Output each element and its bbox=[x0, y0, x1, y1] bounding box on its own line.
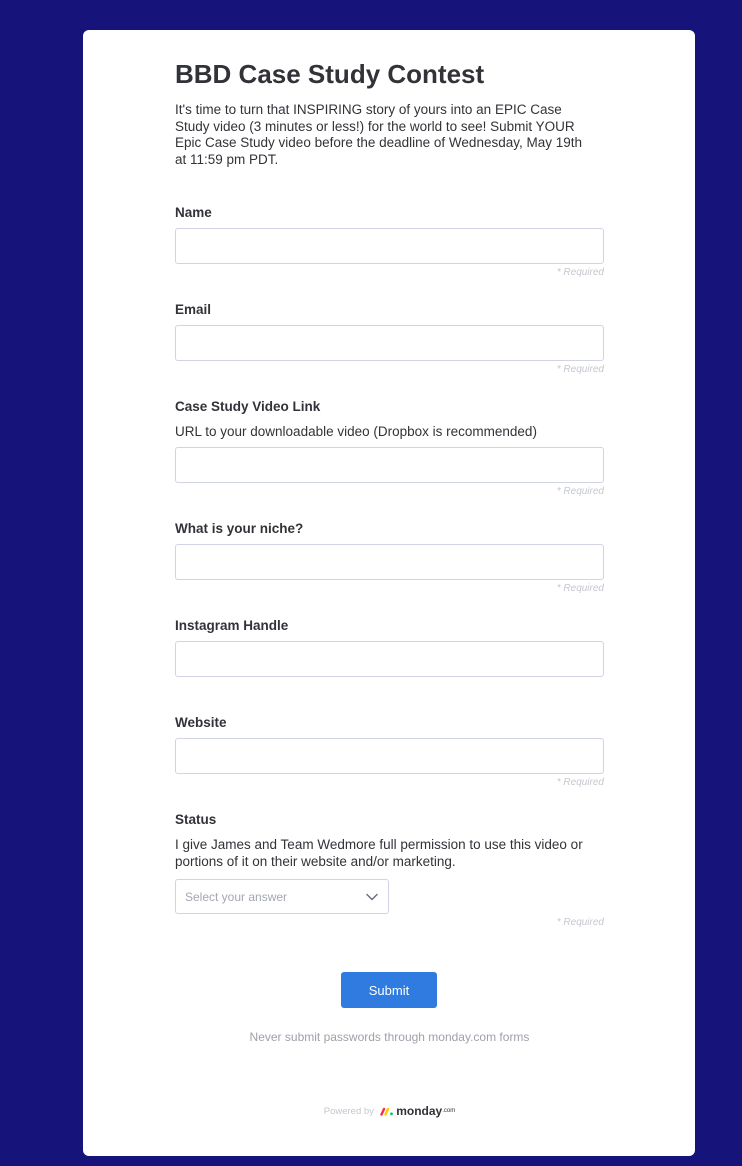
status-select[interactable] bbox=[175, 879, 389, 914]
video-link-description: URL to your downloadable video (Dropbox is recommended) bbox=[175, 424, 537, 439]
website-label: Website bbox=[175, 715, 227, 730]
password-notice: Never submit passwords through monday.com forms bbox=[249, 1030, 530, 1044]
chevron-down-icon bbox=[365, 890, 379, 904]
niche-label: What is your niche? bbox=[175, 521, 304, 536]
form-card bbox=[83, 30, 695, 1156]
name-label: Name bbox=[175, 205, 212, 220]
status-required-note: * Required bbox=[556, 917, 604, 928]
email-required-note: * Required bbox=[556, 364, 604, 375]
powered-by-footer bbox=[175, 1104, 604, 1118]
instagram-input[interactable] bbox=[175, 641, 604, 677]
monday-brand-name: monday bbox=[396, 1104, 443, 1118]
monday-logo-icon bbox=[380, 1107, 394, 1116]
submit-button[interactable]: Submit bbox=[341, 972, 437, 1008]
powered-by-label: Powered by bbox=[323, 1105, 374, 1117]
video-link-label: Case Study Video Link bbox=[175, 399, 321, 414]
status-label: Status bbox=[175, 812, 217, 827]
email-input[interactable] bbox=[175, 325, 604, 361]
name-input[interactable] bbox=[175, 228, 604, 264]
monday-brand-suffix: .com bbox=[442, 1108, 456, 1114]
email-label: Email bbox=[175, 302, 212, 317]
website-required-note: * Required bbox=[556, 777, 604, 788]
video-link-input[interactable] bbox=[175, 447, 604, 483]
status-description: I give James and Team Wedmore full permission to use this video or portions of it on their website and/or marketing. bbox=[175, 837, 583, 869]
website-input[interactable] bbox=[175, 738, 604, 774]
niche-required-note: * Required bbox=[556, 583, 604, 594]
instagram-label: Instagram Handle bbox=[175, 618, 289, 633]
form-title: BBD Case Study Contest bbox=[175, 59, 485, 89]
niche-input[interactable] bbox=[175, 544, 604, 580]
name-required-note: * Required bbox=[556, 267, 604, 278]
video-link-required-note: * Required bbox=[556, 486, 604, 497]
status-select-placeholder: Select your answer bbox=[185, 890, 288, 904]
form-description: It's time to turn that INSPIRING story of yours into an EPIC Case Study video (3 minutes or less!) for the world to see! Submit YOUR Epic Case Study video before the deadline of Wednesday, May 19th at 11:59 pm PDT. bbox=[175, 102, 583, 167]
